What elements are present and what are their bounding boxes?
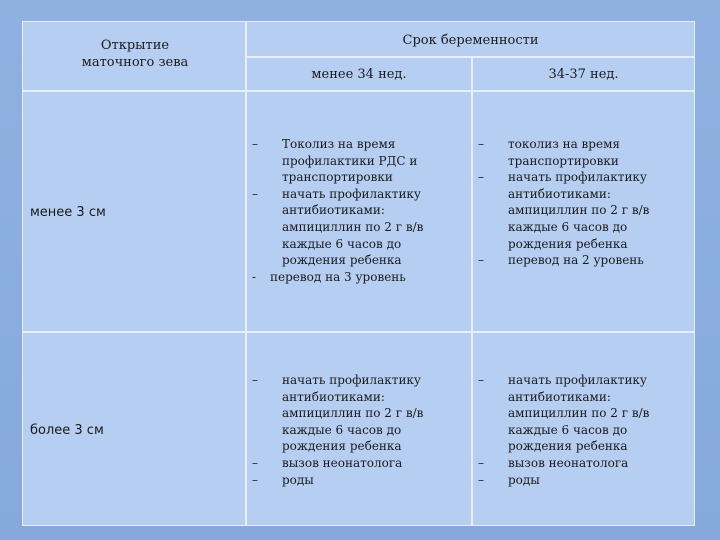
header-gestation-title: Срок беременности (402, 33, 539, 48)
row2-label: более 3 см (30, 423, 104, 438)
row1-col1-list (252, 136, 464, 285)
list-item (478, 169, 688, 252)
list-item-text: перевод на 3 уровень (270, 269, 406, 284)
list-item-text: перевод на 2 уровень (508, 253, 644, 268)
list-item (252, 472, 464, 489)
list-item-text: Токолиз на время профилактики РДС и транспортировки (282, 137, 418, 185)
row2-col1-list (252, 372, 464, 488)
list-dash: – (478, 472, 484, 487)
row2-col2-list (478, 372, 688, 488)
list-item-text: токолиз на время транспортировки (508, 137, 620, 168)
list-item (478, 372, 688, 455)
list-item-text: начать профилактику антибиотиками: ампициллин по 2 г в/в каждые 6 часов до рождения ребенка (282, 186, 424, 268)
list-item-text: роды (282, 472, 314, 487)
list-item (478, 136, 688, 169)
list-dash: – (252, 472, 258, 487)
list-dash: – (478, 170, 484, 185)
list-dash: – (478, 253, 484, 268)
list-dash: – (478, 455, 484, 470)
list-item-text: начать профилактику антибиотиками: ампициллин по 2 г в/в каждые 6 часов до рождения ребенка (282, 373, 424, 454)
list-item (252, 372, 464, 455)
list-item-text: роды (508, 472, 540, 487)
list-item (252, 269, 464, 286)
header-under-34-label: менее 34 нед. (311, 67, 407, 82)
list-dash: – (252, 137, 258, 151)
row1-col2-list (478, 136, 688, 269)
list-item-text: вызов неонатолога (282, 455, 403, 470)
header-cervix-line1: Открытие (100, 38, 170, 53)
list-dash: – (252, 455, 258, 470)
list-dash: - (252, 269, 257, 284)
list-item (478, 455, 688, 472)
list-dash: – (478, 137, 484, 151)
list-item-text: начать профилактику антибиотиками: ампициллин по 2 г в/в каждые 6 часов до рождения ребенка (508, 373, 650, 454)
list-item (252, 136, 464, 186)
list-item (478, 472, 688, 489)
list-dash: – (252, 373, 258, 387)
list-item-text: вызов неонатолога (508, 455, 629, 470)
list-dash: – (478, 373, 484, 387)
header-34-37-label: 34-37 нед. (548, 67, 619, 82)
list-item (478, 252, 688, 269)
list-item (252, 186, 464, 269)
list-dash: – (252, 186, 258, 201)
list-item (252, 455, 464, 472)
list-item-text: начать профилактику антибиотиками: ампициллин по 2 г в/в каждые 6 часов до рождения ребенка (508, 170, 650, 251)
row1-label: менее 3 см (30, 205, 106, 220)
header-cervix-label (60, 37, 210, 71)
header-cervix-line2: маточного зева (81, 55, 189, 70)
